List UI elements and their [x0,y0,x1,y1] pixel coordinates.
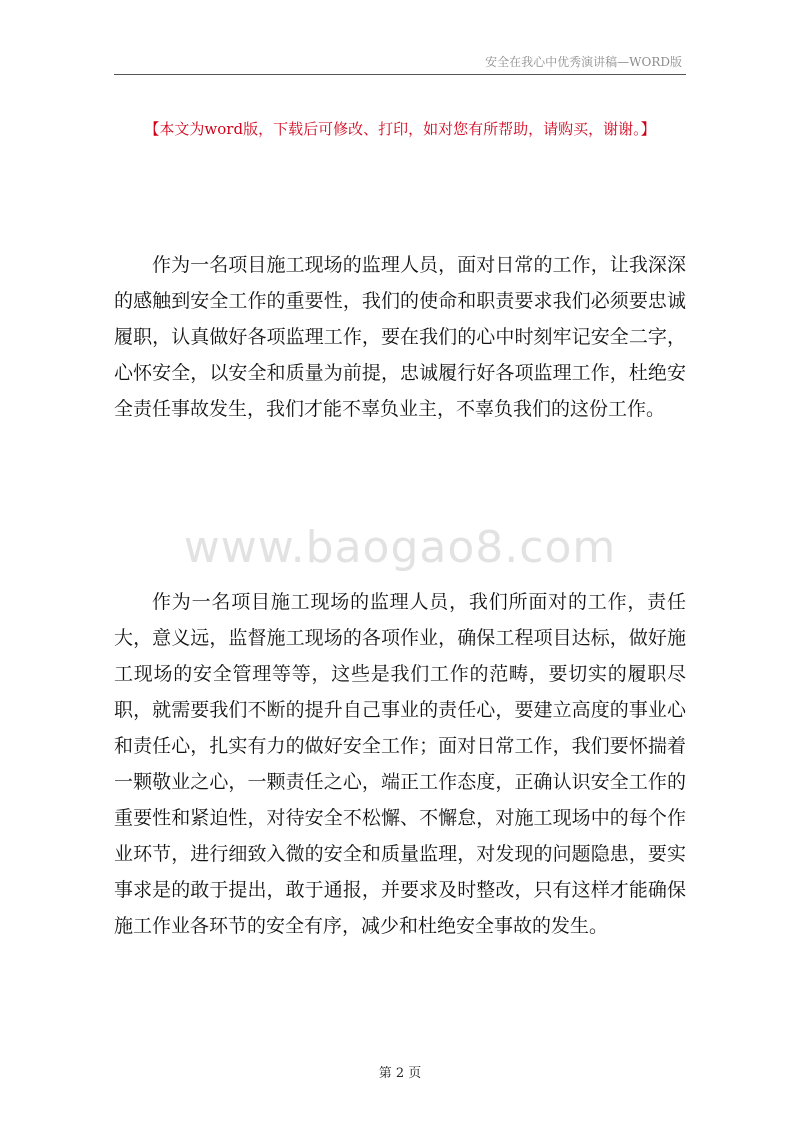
page-number: 第 2 页 [378,1066,422,1081]
download-notice: 【本文为word版，下载后可修改、打印，如对您有所帮助，请购买，谢谢。】 [144,120,656,138]
body-paragraph-2: 作为一名项目施工现场的监理人员，我们所面对的工作，责任大，意义远，监督施工现场的各项作业，确保工程项目达标，做好施工现场的安全管理等等，这些是我们工作的范畴，要切实的履职尽职，就需要我们不断的提升自己事业的责任心，要建立高度的事业心和责任心，扎实有力的做好安全工作；面对日常工作，我们要怀揣着一颗敬业之心，一颗责任之心，端正工作态度，正确认识安全工作的重要性和紧迫性，对待安全不松懈、不懈怠，对施工现场中的每个作业环节，进行细致入微的安全和质量监理，对发现的问题隐患，要实事求是的敢于提出，敢于通报，并要求及时整改，只有这样才能确保施工作业各环节的安全有序，减少和杜绝安全事故的发生。 [114,591,686,937]
watermark-text: www.baogao8.com [183,522,617,573]
body-paragraph-1: 作为一名项目施工现场的监理人员，面对日常的工作，让我深深的感触到安全工作的重要性，我们的使命和职责要求我们必须要忠诚履职，认真做好各项监理工作，要在我们的心中时刻牢记安全二字，心怀安全，以安全和质量为前提，忠诚履行好各项监理工作，杜绝安全责任事故发生，我们才能不辜负业主，不辜负我们的这份工作。 [114,254,686,420]
header-document-title: 安全在我心中优秀演讲稿—WORD版 [485,55,682,69]
header-divider [114,74,686,75]
